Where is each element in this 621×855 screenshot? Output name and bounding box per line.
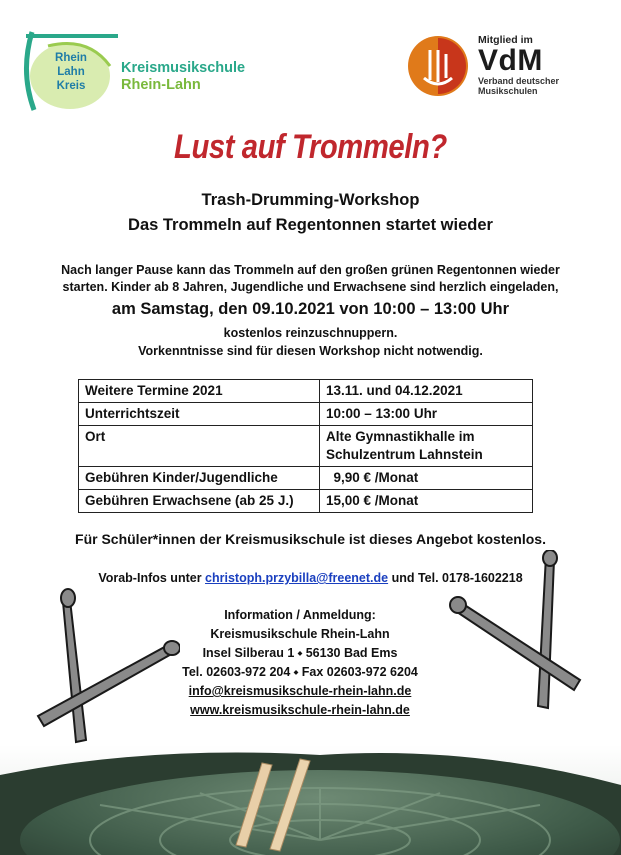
intro-line-1: Nach langer Pause kann das Trommeln auf den großen grünen Regentonnen wieder xyxy=(61,263,560,277)
trial-text: kostenlos reinzuschnuppern. xyxy=(223,326,398,340)
vdm-sub-line-2: Musikschulen xyxy=(478,86,538,96)
table-value: 10:00 – 13:00 Uhr xyxy=(320,403,533,426)
kreismusikschule-logo xyxy=(18,26,288,118)
location-line-1: Alte Gymnastikhalle im xyxy=(326,429,475,444)
logo-name-line-2: Rhein-Lahn xyxy=(121,77,201,93)
drumsticks-right-icon xyxy=(448,550,588,715)
contact-title: Information / Anmeldung: xyxy=(224,608,376,622)
contact-phone: Tel. 02603-972 204 ⬩ Fax 02603-972 6204 xyxy=(182,665,418,679)
vdm-big-text: VdM xyxy=(478,44,543,77)
table-value: 15,00 € /Monat xyxy=(320,490,533,513)
table-value xyxy=(320,426,533,467)
date-line: am Samstag, den 09.10.2021 von 10:00 – 13:00 Uhr xyxy=(111,300,510,318)
vdm-emblem-icon xyxy=(406,34,470,98)
table-label: Ort xyxy=(79,426,320,467)
location-line-2: Schulzentrum Lahnstein xyxy=(326,447,483,462)
table-row xyxy=(79,467,533,490)
contact-org: Kreismusikschule Rhein-Lahn xyxy=(210,627,390,641)
logo-name-line-1: Kreismusikschule xyxy=(121,60,246,76)
subtitle-workshop: Trash-Drumming-Workshop xyxy=(201,191,420,209)
vdm-logo xyxy=(406,34,596,104)
intro-text xyxy=(20,262,601,296)
badge-line-3: Kreis xyxy=(56,80,86,92)
vdm-top-text: Mitglied im xyxy=(478,34,533,46)
table-label: Gebühren Erwachsene (ab 25 J.) xyxy=(79,490,320,513)
headline: Lust auf Trommeln? xyxy=(174,128,447,166)
table-row xyxy=(79,426,533,467)
contact-address: Insel Silberau 1 ⬩ 56130 Bad Ems xyxy=(202,646,398,660)
contact-block xyxy=(150,606,450,720)
pre-info-suffix: und Tel. 0178-1602218 xyxy=(388,571,523,585)
table-label: Gebühren Kinder/Jugendliche xyxy=(79,467,320,490)
table-label: Unterrichtszeit xyxy=(79,403,320,426)
pre-info-prefix: Vorab-Infos unter xyxy=(98,571,206,585)
table-row xyxy=(79,380,533,403)
info-table xyxy=(78,379,533,513)
table-row xyxy=(79,490,533,513)
table-row xyxy=(79,403,533,426)
table-value: 9,90 € /Monat xyxy=(320,467,533,490)
intro-line-2: starten. Kinder ab 8 Jahren, Jugendliche und Erwachsene sind herzlich eingeladen, xyxy=(62,280,559,294)
badge-line-2: Lahn xyxy=(57,66,85,78)
table-label: Weitere Termine 2021 xyxy=(79,380,320,403)
contact-web-link[interactable]: www.kreismusikschule-rhein-lahn.de xyxy=(190,703,410,717)
free-offer-text: Für Schüler*innen der Kreismusikschule ist dieses Angebot kostenlos. xyxy=(75,531,546,547)
subtitle-restart: Das Trommeln auf Regentonnen startet wieder xyxy=(128,216,493,234)
contact-email-link[interactable]: info@kreismusikschule-rhein-lahn.de xyxy=(188,684,412,698)
rain-barrel-image xyxy=(0,745,621,855)
prerequisites-text: Vorkenntnisse sind für diesen Workshop nicht notwendig. xyxy=(138,344,483,358)
vdm-sub-line-1: Verband deutscher xyxy=(478,76,560,86)
pre-info-email-link[interactable]: christoph.przybilla@freenet.de xyxy=(205,571,389,585)
table-value: 13.11. und 04.12.2021 xyxy=(320,380,533,403)
badge-line-1: Rhein xyxy=(55,52,87,64)
